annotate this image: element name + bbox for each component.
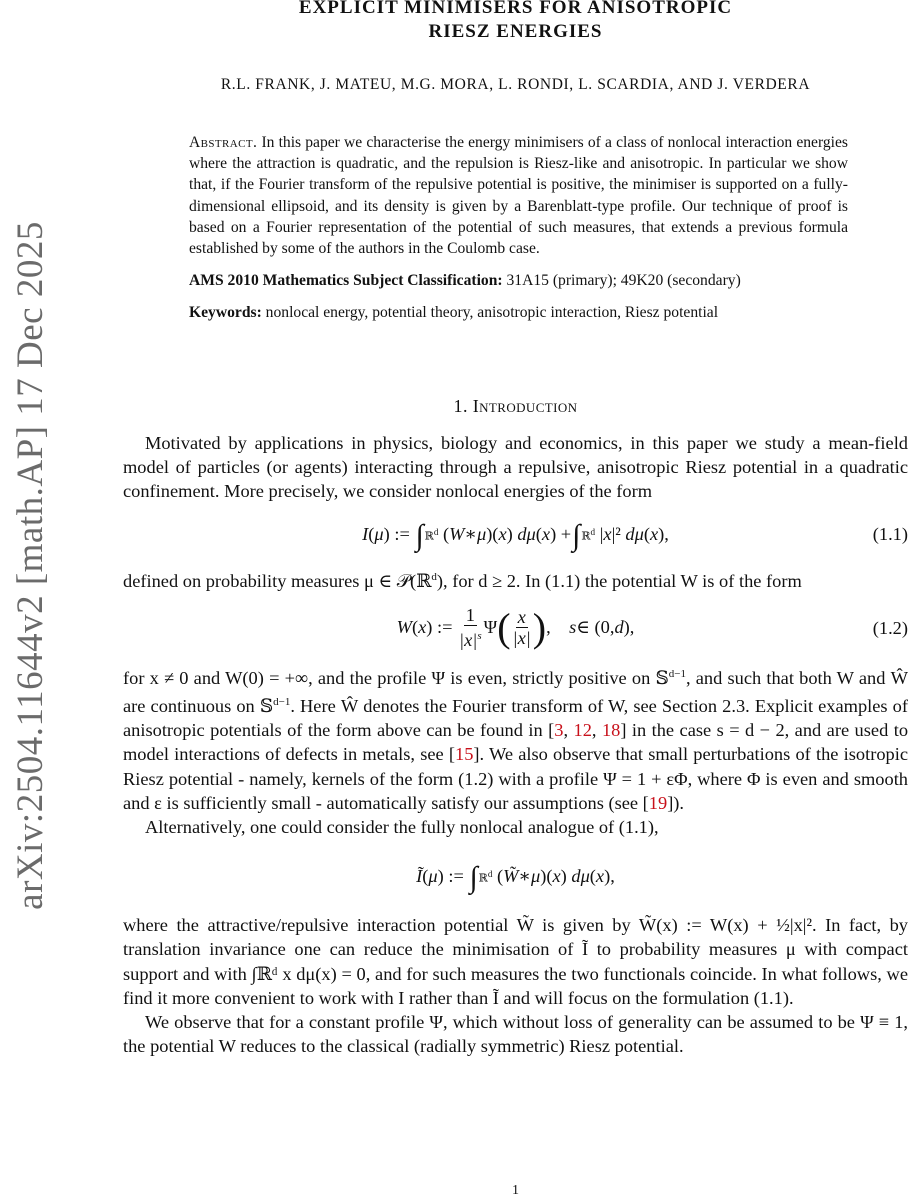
citation-link[interactable]: 15 bbox=[455, 744, 474, 765]
abstract-text: In this paper we characterise the energy minimisers of a class of nonlocal interaction energies where the attraction is quadratic, and the repulsion is Riesz-like and anisotropic. In particular we show that, if the Fourier transform of the repulsive potential is positive, the minimiser is supported on a fully-dimensional ellipsoid, and its density is given by a Barenblatt-type profile. Our technique of proof is based on a Fourier representation of the potential of such measures, that extends a previous formula established by some of the authors in the Coulomb case. bbox=[189, 134, 848, 258]
msc-label: AMS 2010 Mathematics Subject Classification: bbox=[189, 272, 503, 290]
section-heading: 1. Introduction bbox=[453, 395, 578, 416]
paragraph-5: where the attractive/repulsive interaction potential W̃ is given by W̃(x) := W(x) + ½|x|². In fact, by translation invariance one can reduce the minimisation of Ĩ to probability measures μ with compact support and with ∫ℝᵈ x dμ(x) = 0, and for such measures the two functionals coincide. In what follows, we find it more convenient to work with I rather than Ĩ and will focus on the formulation (1.1). bbox=[123, 915, 908, 1008]
citation-link[interactable]: 3 bbox=[554, 720, 564, 741]
keywords bbox=[189, 302, 848, 323]
arxiv-margin-stamp bbox=[0, 205, 60, 925]
equation-1-2: W ( x ) := $\frac{1}{|x|^s}$ Ψ ( $\frac{x}{|x|}$ ) , s ∈ (0, d ), (1.2) bbox=[396, 604, 908, 651]
title-line-1: EXPLICIT MINIMISERS FOR ANISOTROPIC bbox=[298, 0, 733, 18]
paragraph-3: for x ≠ 0 and W(0) = +∞, and the profile Ψ is even, strictly positive on 𝕊$^{d-1}$, and such that both W and Ŵ are continuous on 𝕊$^{d-1}$. Here Ŵ denotes the Fourier transform of W, see Section 2.3. Explicit examples of anisotropic potentials of the form above can be found in [3, 12, 18] in the case s = d − 2, and are used to model interactions of defects in metals, see [15]. We also observe that small perturbations of the isotropic Riesz potential - namely, kernels of the form (1.2) with a profile Ψ = 1 + εΦ, where Φ is even and smooth and ε is sufficiently small - automatically satisfy our assumptions (see [19]). bbox=[123, 667, 909, 813]
equation-unnumbered: Ĩ ( μ ) := ∫ ℝ$^d$ ( W̃ ∗ μ )( x ) d μ ( x ), bbox=[416, 861, 615, 895]
paper-page bbox=[123, 0, 909, 1198]
paragraph-6: We observe that for a constant profile Ψ, which without loss of generality can be assumed to be Ψ ≡ 1, the potential W reduces to the classical (radially symmetric) Riesz potential. bbox=[123, 1012, 908, 1057]
arxiv-id: arXiv:2504.11644v2 [math.AP] 17 Dec 2025 bbox=[9, 220, 51, 910]
paragraph-1: Motivated by applications in physics, biology and economics, in this paper we study a mean-field model of particles (or agents) interacting through a repulsive, anisotropic Riesz potential in a quadratic confinement. More precisely, we consider nonlocal energies of the form bbox=[123, 432, 908, 502]
title-line-2: RIESZ ENERGIES bbox=[428, 21, 603, 42]
paragraph-4: Alternatively, one could consider the fully nonlocal analogue of (1.1), bbox=[145, 817, 659, 838]
section-body bbox=[123, 431, 908, 1059]
msc-text: 31A15 (primary); 49K20 (secondary) bbox=[506, 272, 741, 290]
msc-classification bbox=[189, 270, 848, 291]
paper-title bbox=[123, 0, 908, 44]
citation-link[interactable]: 18 bbox=[601, 720, 621, 741]
abstract-label: Abstract. bbox=[189, 134, 258, 151]
equation-number: (1.1) bbox=[872, 524, 908, 545]
equation-1-1: I ( μ ) := ∫ ℝ$^d$ ( W ∗ μ )( x ) d μ ( x ) + ∫ ℝ$^d$ | x |² d μ ( x ), (1.1) bbox=[362, 519, 908, 553]
abstract bbox=[189, 132, 848, 259]
paragraph-2: defined on probability measures μ ∈ 𝒫(ℝ$^d$), for d ≥ 2. In (1.1) the potential W is of the form bbox=[123, 571, 802, 592]
keywords-text: nonlocal energy, potential theory, anisotropic interaction, Riesz potential bbox=[265, 304, 719, 322]
citation-link[interactable]: 12 bbox=[573, 720, 592, 741]
keywords-label: Keywords: bbox=[189, 304, 262, 322]
citation-link[interactable]: 19 bbox=[648, 792, 668, 813]
page-number: 1 bbox=[512, 1183, 519, 1198]
author-list: R.L. FRANK, J. MATEU, M.G. MORA, L. RONDI, L. SCARDIA, AND J. VERDERA bbox=[220, 76, 811, 93]
equation-number: (1.2) bbox=[872, 617, 908, 638]
